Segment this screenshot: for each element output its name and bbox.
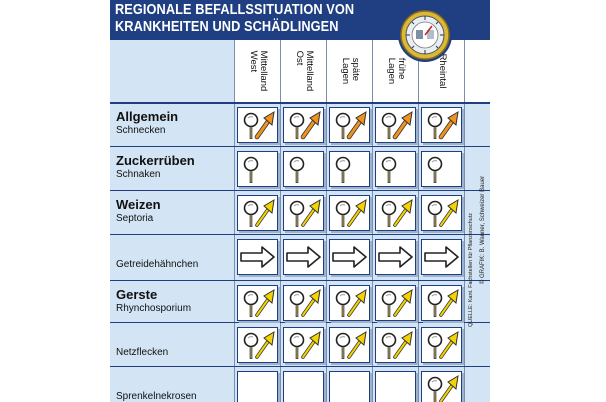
row-title: Allgemein	[116, 109, 179, 124]
status-cell	[237, 239, 278, 275]
column-header-label: Mittelland West	[247, 50, 269, 92]
status-cell	[283, 195, 324, 231]
row-subtitle: Schnecken	[116, 125, 166, 136]
status-cell	[329, 327, 370, 363]
row-subtitle: Sprenkelnekrosen	[116, 391, 197, 402]
column-header-label: späte Lagen	[339, 57, 361, 85]
empty-cell	[329, 371, 370, 402]
magnifier-icon	[330, 152, 369, 186]
magnifier-with-orange-rising-arrow-icon	[330, 108, 369, 142]
row-divider	[110, 190, 490, 191]
status-cell	[421, 107, 462, 143]
status-cell	[375, 107, 416, 143]
status-cell	[329, 239, 370, 275]
row-divider	[110, 102, 490, 104]
row-divider	[110, 280, 490, 281]
magnifier-icon	[422, 152, 461, 186]
magnifier-with-yellow-rising-arrow-icon	[284, 286, 323, 320]
status-cell	[421, 151, 462, 187]
status-cell	[283, 107, 324, 143]
magnifier-with-yellow-rising-arrow-icon	[376, 286, 415, 320]
magnifier-with-yellow-rising-arrow-icon	[330, 196, 369, 230]
status-cell	[329, 107, 370, 143]
magnifier-with-yellow-rising-arrow-icon	[284, 328, 323, 362]
status-cell	[375, 239, 416, 275]
status-cell	[237, 151, 278, 187]
empty-cell	[283, 371, 324, 402]
magnifier-with-yellow-rising-arrow-icon	[376, 196, 415, 230]
status-cell	[375, 285, 416, 321]
magnifier-with-yellow-rising-arrow-icon	[284, 196, 323, 230]
status-cell	[421, 371, 462, 402]
status-cell	[237, 195, 278, 231]
status-cell	[329, 285, 370, 321]
row-subtitle: Getreidehähnchen	[116, 259, 199, 270]
row-subtitle: Schnaken	[116, 169, 161, 180]
magnifier-with-yellow-rising-arrow-icon	[330, 328, 369, 362]
title-line-2: KRANKHEITEN UND SCHÄDLINGEN	[115, 19, 339, 35]
row-label	[116, 346, 168, 359]
magnifier-with-yellow-rising-arrow-icon	[422, 372, 461, 402]
magnifier-with-orange-rising-arrow-icon	[284, 108, 323, 142]
row-title: Zuckerrüben	[116, 153, 195, 168]
row-label	[116, 153, 195, 181]
white-right-arrow-icon	[376, 240, 415, 274]
source-note	[466, 195, 476, 345]
row-divider	[110, 146, 490, 147]
magnifier-with-yellow-rising-arrow-icon	[238, 196, 277, 230]
row-label	[116, 197, 161, 225]
white-right-arrow-icon	[330, 240, 369, 274]
status-cell	[329, 151, 370, 187]
row-title: Gerste	[116, 287, 158, 302]
magnifier-with-yellow-rising-arrow-icon	[376, 328, 415, 362]
status-cell	[283, 327, 324, 363]
row-divider	[110, 234, 490, 235]
magnifier-with-yellow-rising-arrow-icon	[238, 286, 277, 320]
source-note-text: QUELLE: Kant. Fachstellen für Pflanzenschutz	[468, 212, 474, 328]
magnifier-icon	[376, 152, 415, 186]
column-header-label: frühe Lagen	[385, 57, 407, 85]
row-label	[116, 109, 178, 137]
magnifier-with-orange-rising-arrow-icon	[238, 108, 277, 142]
column-header	[280, 42, 327, 100]
white-right-arrow-icon	[422, 240, 461, 274]
column-header-label: Rheintal	[436, 53, 448, 89]
white-right-arrow-icon	[238, 240, 277, 274]
status-cell	[283, 151, 324, 187]
row-subtitle: Septoria	[116, 213, 154, 224]
empty-cell	[375, 371, 416, 402]
row-label	[116, 287, 191, 315]
row-subtitle: Netzflecken	[116, 347, 169, 358]
status-cell	[421, 195, 462, 231]
column-header	[326, 42, 373, 100]
magnifier-icon	[284, 152, 323, 186]
magnifier-with-yellow-rising-arrow-icon	[330, 286, 369, 320]
graphic-credit	[478, 110, 488, 350]
magnifier-with-yellow-rising-arrow-icon	[422, 328, 461, 362]
magnifier-with-orange-rising-arrow-icon	[376, 108, 415, 142]
status-cell	[237, 107, 278, 143]
magnifier-with-yellow-rising-arrow-icon	[422, 286, 461, 320]
status-cell	[421, 327, 462, 363]
status-cell	[375, 195, 416, 231]
compass-icon	[396, 6, 454, 64]
status-cell	[375, 327, 416, 363]
infographic	[110, 0, 490, 402]
empty-cell	[237, 371, 278, 402]
row-divider	[110, 366, 490, 367]
magnifier-with-yellow-rising-arrow-icon	[238, 328, 277, 362]
row-label	[116, 390, 197, 402]
graphic-credit-text: © GRAFIK: B. Wanner, Schweizer Bauer	[480, 175, 486, 285]
magnifier-icon	[238, 152, 277, 186]
row-subtitle: Rhynchosporium	[116, 303, 192, 314]
status-cell	[421, 285, 462, 321]
row-title: Weizen	[116, 197, 161, 212]
status-cell	[283, 285, 324, 321]
row-divider	[110, 322, 490, 323]
title-line-1: REGIONALE BEFALLSSITUATION VON	[115, 2, 355, 18]
column-header-label: Mittelland Ost	[293, 50, 315, 92]
magnifier-with-yellow-rising-arrow-icon	[422, 196, 461, 230]
status-cell	[237, 285, 278, 321]
status-cell	[329, 195, 370, 231]
row-label	[116, 258, 198, 271]
status-cell	[421, 239, 462, 275]
status-cell	[237, 327, 278, 363]
white-right-arrow-icon	[284, 240, 323, 274]
column-header	[234, 42, 281, 100]
magnifier-with-orange-rising-arrow-icon	[422, 108, 461, 142]
status-cell	[375, 151, 416, 187]
status-cell	[283, 239, 324, 275]
